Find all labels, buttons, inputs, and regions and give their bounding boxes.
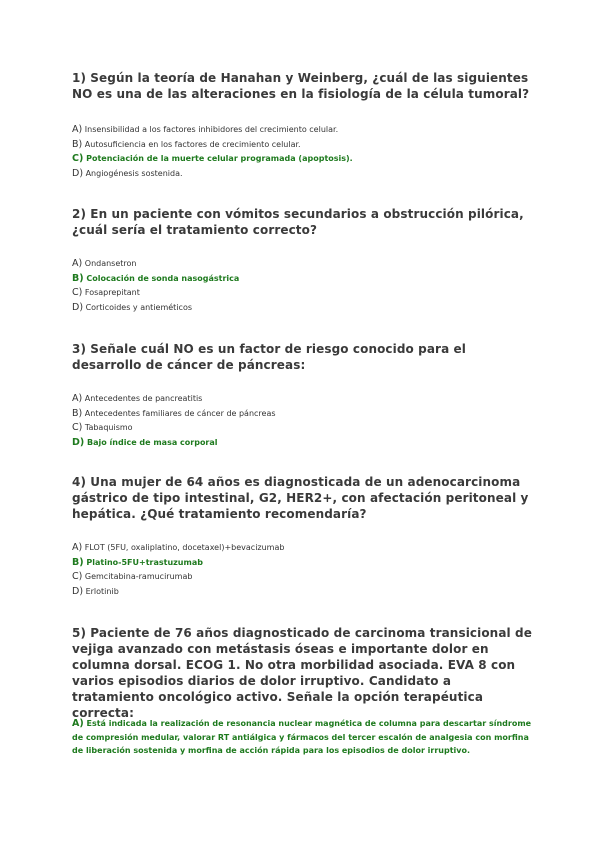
- question-1-text: 1) Según la teoría de Hanahan y Weinberg, ¿cuál de las siguientes NO es una de las alteraciones en la fisiología de la célula tumoral?: [72, 71, 530, 101]
- question-5-options: [72, 717, 532, 758]
- option-text: Antecedentes familiares de cáncer de páncreas: [84, 408, 276, 418]
- question-3-option-c: [72, 421, 542, 436]
- question-1-option-b: [72, 138, 542, 153]
- question-2-option-d: [72, 301, 542, 316]
- option-text: Corticoides y antieméticos: [85, 302, 192, 312]
- question-4-option-a: [72, 541, 542, 556]
- option-text: Antecedentes de pancreatitis: [84, 394, 203, 403]
- option-letter: D): [72, 585, 84, 597]
- option-text: FLOT (5FU, oxaliplatino, docetaxel)+bevacizumab: [84, 543, 285, 552]
- option-letter: A): [72, 542, 83, 553]
- option-letter: B): [72, 138, 83, 150]
- option-letter: C): [72, 571, 83, 582]
- option-letter: C): [72, 153, 84, 164]
- question-1-option-a: [72, 123, 542, 138]
- option-text: Colocación de sonda nasogástrica: [86, 273, 240, 283]
- question-2-option-a: [72, 257, 542, 272]
- question-4-option-d: [72, 585, 542, 600]
- option-text: Potenciación de la muerte celular programada (apoptosis).: [86, 154, 353, 163]
- question-2-option-c: [72, 286, 542, 301]
- question-5-text: 5) Paciente de 76 años diagnosticado de carcinoma transicional de vejiga avanzado con metástasis óseas e importante dolor en columna dorsal. ECOG 1. No otra morbilidad asociada. EVA 8 con varios episodios diarios de dolor irruptivo. Candidato a tratamiento oncológico activo. Señale la opción terapéutica correcta:: [72, 626, 532, 720]
- option-letter: B): [72, 272, 84, 284]
- question-4-text: 4) Una mujer de 64 años es diagnosticada de un adenocarcinoma gástrico de tipo intestinal, G2, HER2+, con afectación peritoneal y hepática. ¿Qué tratamiento recomendaría?: [72, 475, 529, 521]
- option-letter: C): [72, 287, 83, 298]
- question-1-options: [72, 123, 542, 181]
- question-3-options: [72, 392, 542, 450]
- question-2-text: 2) En un paciente con vómitos secundarios a obstrucción pilórica, ¿cuál sería el tratamiento correcto?: [72, 207, 524, 237]
- option-letter: A): [72, 258, 83, 269]
- option-letter: C): [72, 422, 83, 433]
- option-text: Ondansetron: [84, 259, 137, 268]
- option-letter: A): [72, 393, 83, 404]
- question-3-option-a: [72, 392, 542, 407]
- question-1-option-c-correct: [72, 152, 542, 167]
- option-text: Gemcitabina-ramucirumab: [84, 572, 193, 581]
- option-text: Tabaquismo: [84, 423, 133, 432]
- option-text: Está indicada la realización de resonancia nuclear magnética de columna para descartar síndrome de compresión medular, valorar RT antiálgica y fármacos del tercer escalón de analgesia con morfina de liberación sostenida y morfina de acción rápida para los episodios de dolor irruptivo.: [72, 719, 532, 755]
- option-letter: B): [72, 407, 83, 419]
- option-text: Bajo índice de masa corporal: [87, 437, 218, 447]
- question-3-text: 3) Señale cuál NO es un factor de riesgo conocido para el desarrollo de cáncer de páncreas:: [72, 342, 467, 372]
- option-letter: A): [72, 718, 84, 729]
- question-1-option-d: [72, 167, 542, 182]
- option-text: Erlotinib: [85, 586, 119, 596]
- option-letter: A): [72, 124, 83, 135]
- option-text: Fosaprepitant: [84, 288, 140, 297]
- question-2-options: [72, 257, 542, 315]
- question-3-option-b: [72, 407, 542, 422]
- option-letter: D): [72, 167, 84, 179]
- question-5-option-a-correct: [72, 717, 532, 758]
- question-3-option-d-correct: [72, 436, 542, 451]
- question-4-option-b-correct: [72, 556, 542, 571]
- question-2-option-b-correct: [72, 272, 542, 287]
- question-4-option-c: [72, 570, 542, 585]
- option-text: Angiogénesis sostenida.: [85, 168, 183, 178]
- question-4-options: [72, 541, 542, 599]
- option-text: Platino-5FU+trastuzumab: [86, 557, 203, 567]
- option-text: Insensibilidad a los factores inhibidores del crecimiento celular.: [84, 125, 339, 134]
- option-letter: D): [72, 436, 85, 448]
- option-text: Autosuficiencia en los factores de crecimiento celular.: [84, 139, 301, 149]
- option-letter: D): [72, 301, 84, 313]
- option-letter: B): [72, 556, 84, 568]
